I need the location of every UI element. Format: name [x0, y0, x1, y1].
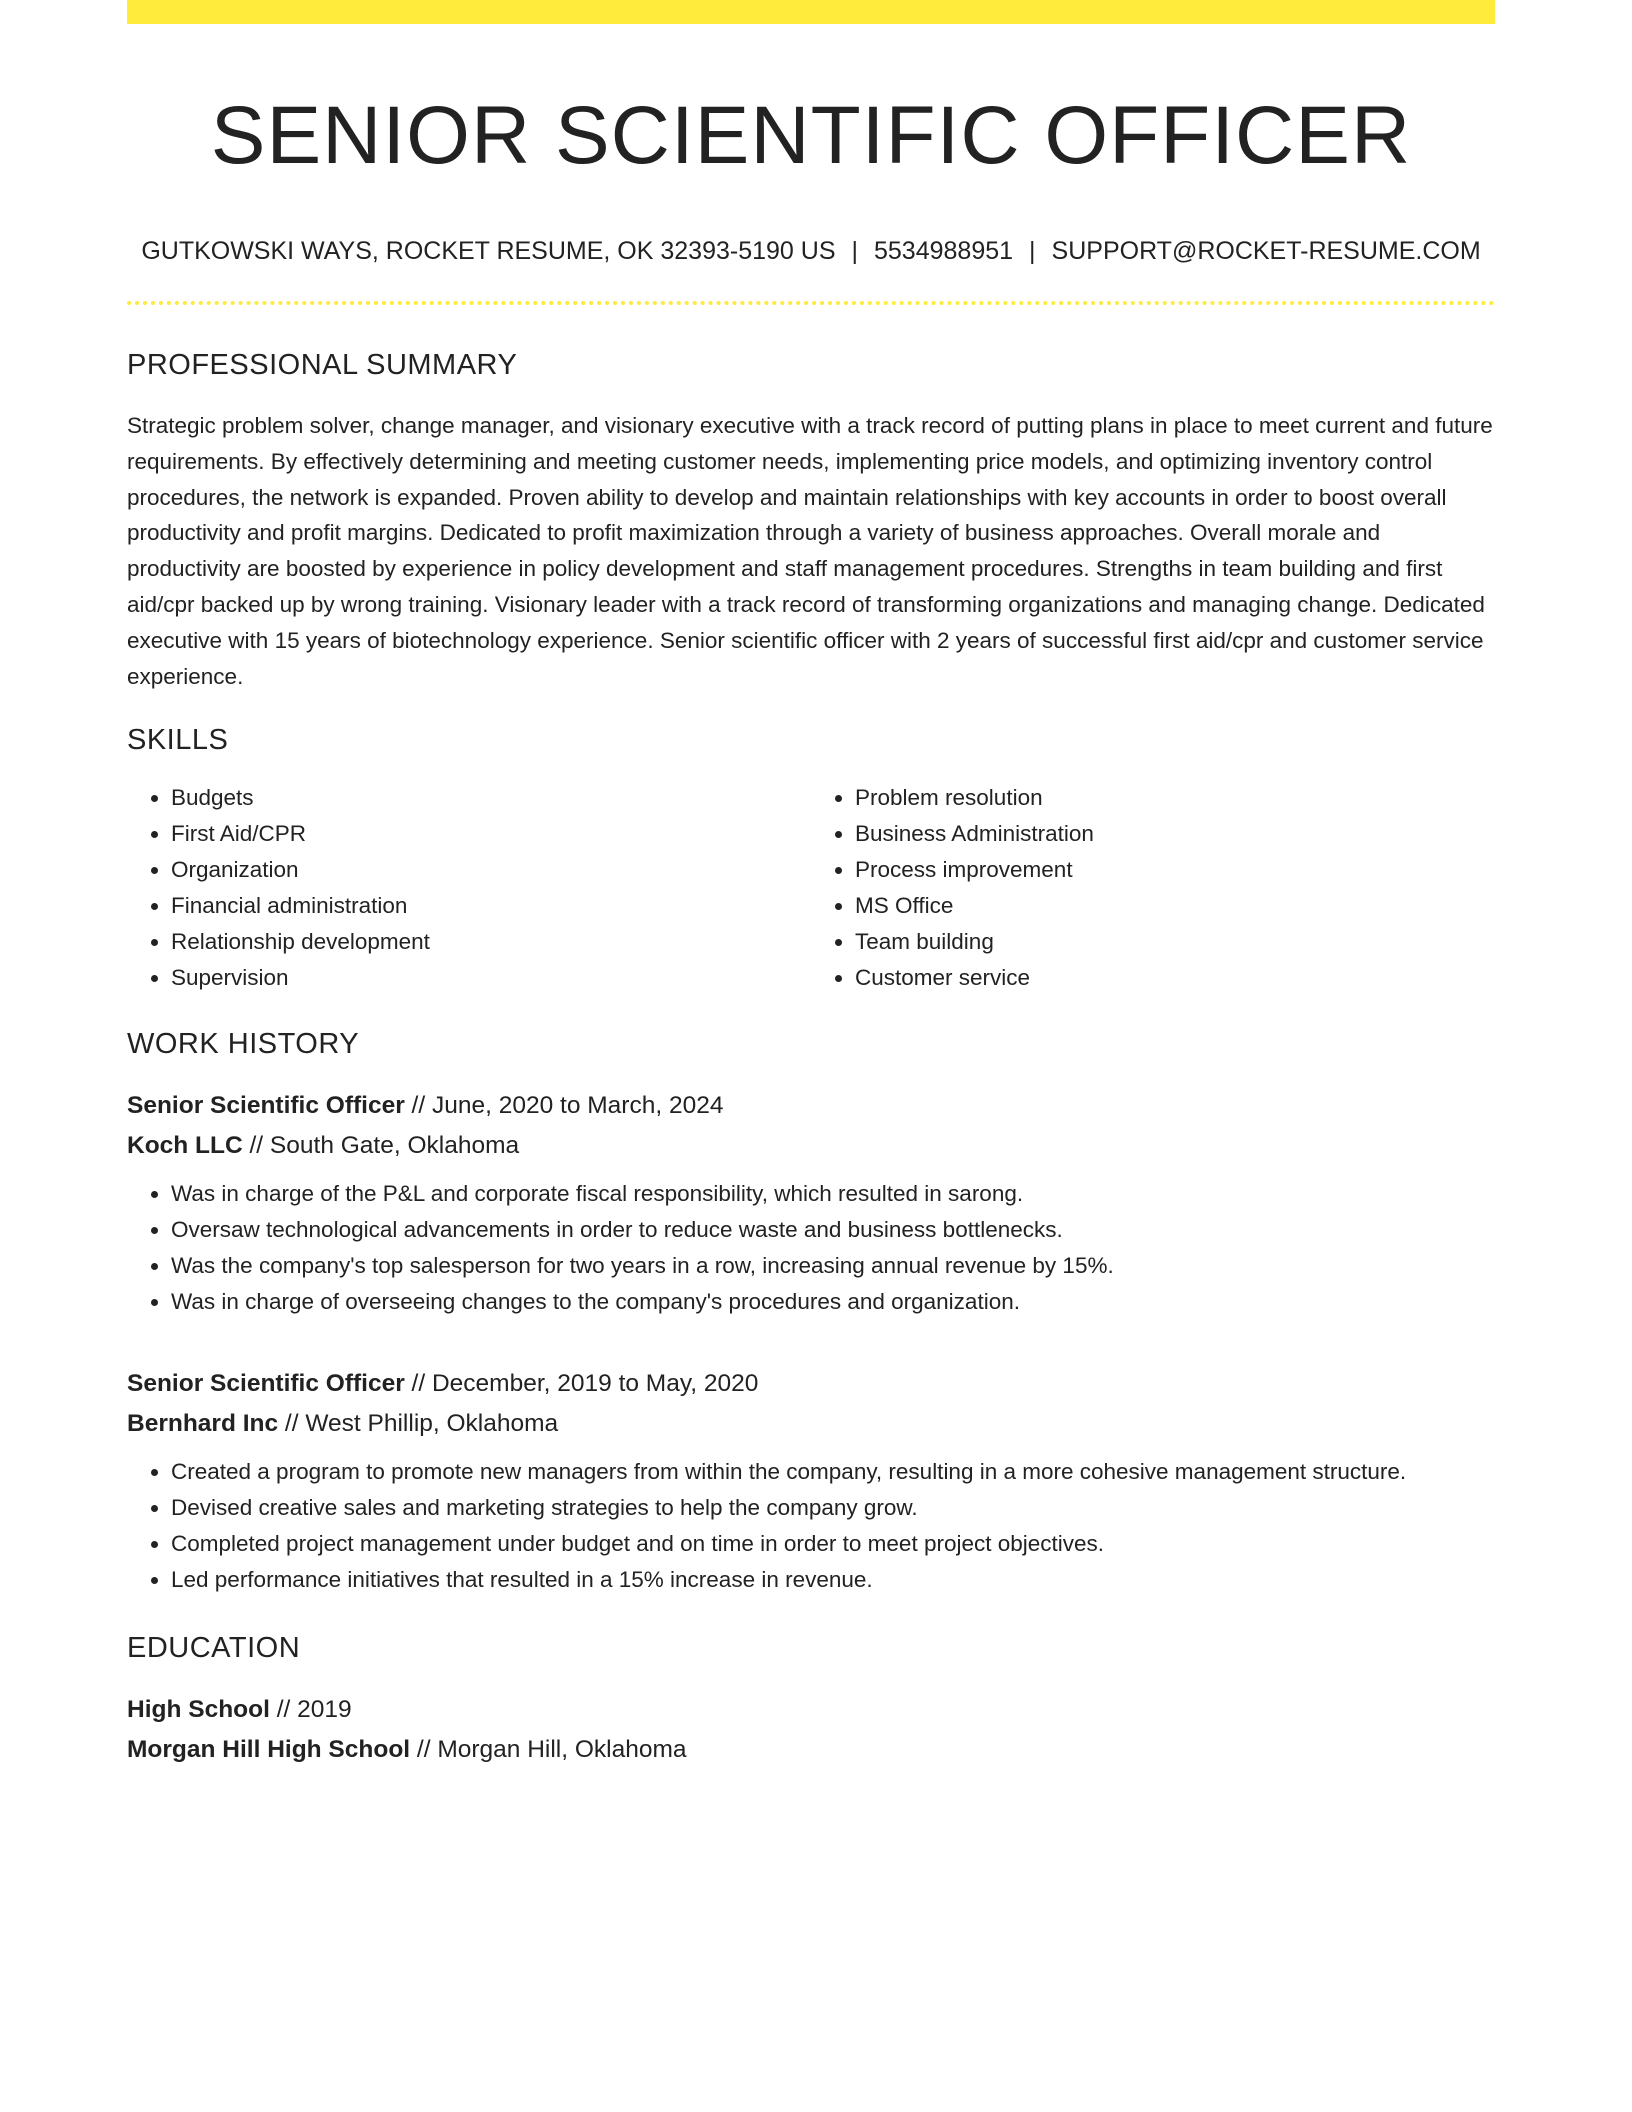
skills-heading: SKILLS [127, 724, 229, 757]
skills-right-column [811, 780, 1495, 996]
skill-item: • Problem resolution [855, 780, 1495, 816]
job-bullet: • Was in charge of the P&L and corporate fiscal responsibility, which resulted in sarong. [171, 1176, 1495, 1212]
job-company: Bernhard Inc [127, 1410, 279, 1438]
job-company-line [127, 1126, 1495, 1166]
education-school-line [127, 1730, 1495, 1770]
job-bullet: • Was the company's top salesperson for two years in a row, increasing annual revenue by 15%. [171, 1248, 1495, 1284]
contact-line [127, 236, 1495, 266]
work-history-heading: WORK HISTORY [127, 1028, 360, 1061]
contact-email: SUPPORT@ROCKET-RESUME.COM [1051, 237, 1481, 265]
skill-item: • Supervision [171, 960, 811, 996]
job-role: Senior Scientific Officer [127, 1092, 405, 1120]
education-school: Morgan Hill High School [127, 1736, 411, 1764]
education-location: // Morgan Hill, Oklahoma [410, 1736, 687, 1764]
job-bullet: • Completed project management under budget and on time in order to meet project objectives. [171, 1526, 1495, 1562]
job-bullets [127, 1176, 1495, 1320]
contact-address: GUTKOWSKI WAYS, ROCKET RESUME, OK 32393-5190 US [141, 237, 836, 265]
accent-top-bar [127, 0, 1495, 24]
job-location: // South Gate, Oklahoma [242, 1132, 520, 1160]
job-role-line [127, 1364, 1495, 1404]
job-company-line [127, 1404, 1495, 1444]
skills-grid [127, 780, 1495, 996]
job-bullet: • Created a program to promote new managers from within the company, resulting in a more cohesive management structure. [171, 1454, 1495, 1490]
summary-heading: PROFESSIONAL SUMMARY [127, 349, 518, 381]
skills-left-column [127, 780, 811, 996]
job-location: // West Phillip, Oklahoma [278, 1410, 559, 1438]
job-company: Koch LLC [127, 1132, 243, 1160]
skill-item: • First Aid/CPR [171, 816, 811, 852]
job-bullet: • Oversaw technological advancements in order to reduce waste and business bottlenecks. [171, 1212, 1495, 1248]
skill-item: • Budgets [171, 780, 811, 816]
job-role-line [127, 1086, 1495, 1126]
skill-item: • Organization [171, 852, 811, 888]
education-degree-line [127, 1690, 1495, 1730]
job-bullets [127, 1454, 1495, 1598]
job-dates: // December, 2019 to May, 2020 [404, 1370, 759, 1398]
job-dates: // June, 2020 to March, 2024 [404, 1092, 724, 1120]
skill-item: • Process improvement [855, 852, 1495, 888]
job-role: Senior Scientific Officer [127, 1370, 405, 1398]
skill-item: • Team building [855, 924, 1495, 960]
job-bullet: • Was in charge of overseeing changes to the company's procedures and organization. [171, 1284, 1495, 1320]
skill-item: • Financial administration [171, 888, 811, 924]
contact-separator: | [851, 237, 858, 265]
job-bullet: • Led performance initiatives that resulted in a 15% increase in revenue. [171, 1562, 1495, 1598]
education-heading: EDUCATION [127, 1632, 301, 1665]
education-degree: High School [127, 1696, 270, 1724]
education-year: // 2019 [269, 1696, 352, 1724]
skill-item: • MS Office [855, 888, 1495, 924]
job-bullet: • Devised creative sales and marketing strategies to help the company grow. [171, 1490, 1495, 1526]
dotted-divider [127, 301, 1495, 305]
education-entry [127, 1690, 1495, 1770]
job-entry [127, 1364, 1495, 1598]
job-entry [127, 1086, 1495, 1320]
skill-item: • Relationship development [171, 924, 811, 960]
contact-separator: | [1029, 237, 1036, 265]
contact-phone: 5534988951 [874, 237, 1014, 265]
skill-item: • Customer service [855, 960, 1495, 996]
skill-item: • Business Administration [855, 816, 1495, 852]
resume-page [127, 0, 1495, 1770]
summary-text: Strategic problem solver, change manager, and visionary executive with a track record of putting plans in place to meet current and future requirements. By effectively determining and meeting customer needs, implementing price models, and optimizing inventory control procedures, the network is expanded. Proven ability to develop and maintain relationships with key accounts in order to boost overall productivity and profit margins. Dedicated to profit maximization through a variety of business approaches. Overall morale and productivity are boosted by experience in policy development and staff management procedures. Strengths in team building and first aid/cpr backed up by wrong training. Visionary leader with a track record of transforming organizations and managing change. Dedicated executive with 15 years of biotechnology experience. Senior scientific officer with 2 years of successful first aid/cpr and customer service experience. [127, 413, 1493, 689]
resume-title: SENIOR SCIENTIFIC OFFICER [210, 90, 1412, 181]
